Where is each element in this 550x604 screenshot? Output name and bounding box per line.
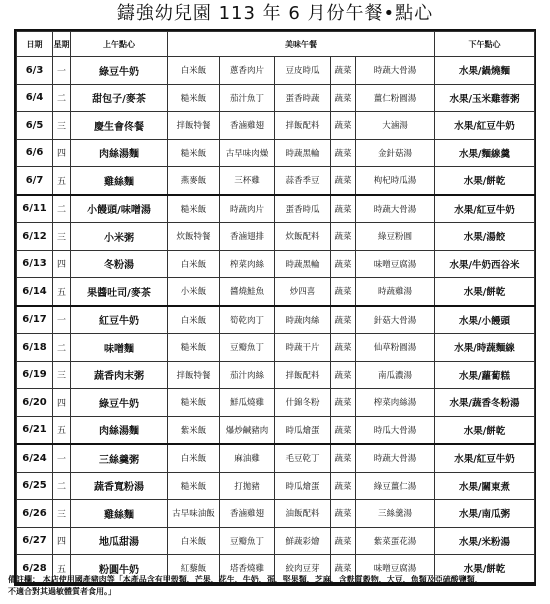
main-dish-cell: 豆瓣魚丁 (220, 527, 275, 555)
soup-cell: 時蔬大骨湯 (356, 195, 435, 223)
menu-row (17, 389, 535, 417)
rice-cell: 糙米飯 (168, 84, 220, 112)
date-cell: 6/26 (17, 500, 53, 528)
soup-cell: 綠豆粉圓 (356, 223, 435, 251)
weekday-cell: 四 (53, 250, 71, 278)
menu-table-frame (14, 29, 536, 586)
rice-cell: 拌飯特餐 (168, 361, 220, 389)
side-dish-cell: 毛豆乾丁 (275, 444, 331, 472)
main-dish-cell: 古早味肉燥 (220, 139, 275, 167)
am-snack-cell: 蔬香肉末粥 (71, 361, 168, 389)
rice-cell: 白米飯 (168, 57, 220, 85)
vegetable-cell: 蔬菜 (331, 167, 356, 195)
vegetable-cell: 蔬菜 (331, 416, 356, 444)
menu-row (17, 57, 535, 85)
soup-cell: 味噌豆腐湯 (356, 555, 435, 583)
weekday-cell: 三 (53, 500, 71, 528)
menu-row (17, 278, 535, 306)
am-snack-cell: 肉絲湯麵 (71, 416, 168, 444)
date-cell: 6/4 (17, 84, 53, 112)
pm-snack-cell: 水果/南瓜粥 (435, 500, 535, 528)
pm-snack-cell: 水果/蔬香冬粉湯 (435, 389, 535, 417)
menu-table (16, 31, 535, 584)
menu-row (17, 167, 535, 195)
weekday-cell: 四 (53, 139, 71, 167)
main-dish-cell: 茄汁肉絲 (220, 361, 275, 389)
side-dish-cell: 絞肉豆芽 (275, 555, 331, 583)
vegetable-cell: 蔬菜 (331, 139, 356, 167)
am-snack-cell: 小饅頭/味噌湯 (71, 195, 168, 223)
date-cell: 6/19 (17, 361, 53, 389)
main-dish-cell: 榨菜肉絲 (220, 250, 275, 278)
side-dish-cell: 時瓜燴蛋 (275, 416, 331, 444)
menu-row (17, 527, 535, 555)
soup-cell: 仙草粉圓湯 (356, 334, 435, 362)
side-dish-cell: 時蔬黑輪 (275, 250, 331, 278)
weekday-cell: 五 (53, 416, 71, 444)
header-pm-snack: 下午點心 (435, 32, 535, 57)
rice-cell: 白米飯 (168, 527, 220, 555)
main-dish-cell: 三杯雞 (220, 167, 275, 195)
pm-snack-cell: 水果/時蔬麵線 (435, 334, 535, 362)
side-dish-cell: 豆皮時瓜 (275, 57, 331, 85)
menu-row (17, 84, 535, 112)
soup-cell: 時蔬雞湯 (356, 278, 435, 306)
am-snack-cell: 蔬香寬粉湯 (71, 472, 168, 500)
soup-cell: 薑仁粉圓湯 (356, 84, 435, 112)
pm-snack-cell: 水果/紅豆牛奶 (435, 444, 535, 472)
date-cell: 6/7 (17, 167, 53, 195)
weekday-cell: 二 (53, 472, 71, 500)
vegetable-cell: 蔬菜 (331, 195, 356, 223)
weekday-cell: 一 (53, 444, 71, 472)
am-snack-cell: 紅豆牛奶 (71, 306, 168, 334)
menu-row (17, 195, 535, 223)
weekday-cell: 二 (53, 84, 71, 112)
menu-row (17, 500, 535, 528)
rice-cell: 紫米飯 (168, 416, 220, 444)
soup-cell: 南瓜濃湯 (356, 361, 435, 389)
weekday-cell: 四 (53, 389, 71, 417)
side-dish-cell: 時蔬干片 (275, 334, 331, 362)
menu-row (17, 139, 535, 167)
main-dish-cell: 蔥香肉片 (220, 57, 275, 85)
soup-cell: 時蔬大骨湯 (356, 444, 435, 472)
main-dish-cell: 香滷雞翅 (220, 500, 275, 528)
vegetable-cell: 蔬菜 (331, 472, 356, 500)
am-snack-cell: 果醬吐司/麥茶 (71, 278, 168, 306)
date-cell: 6/18 (17, 334, 53, 362)
vegetable-cell: 蔬菜 (331, 57, 356, 85)
soup-cell: 三絲羹湯 (356, 500, 435, 528)
side-dish-cell: 拌飯配料 (275, 361, 331, 389)
side-dish-cell: 油飯配料 (275, 500, 331, 528)
date-cell: 6/25 (17, 472, 53, 500)
side-dish-cell: 蒜香季豆 (275, 167, 331, 195)
side-dish-cell: 蛋香時蔬 (275, 84, 331, 112)
am-snack-cell: 小米粥 (71, 223, 168, 251)
main-dish-cell: 鮮瓜燒雞 (220, 389, 275, 417)
pm-snack-cell: 水果/餅乾 (435, 555, 535, 583)
vegetable-cell: 蔬菜 (331, 250, 356, 278)
menu-row (17, 334, 535, 362)
date-cell: 6/28 (17, 555, 53, 583)
main-dish-cell: 塔香燒雞 (220, 555, 275, 583)
date-cell: 6/27 (17, 527, 53, 555)
soup-cell: 綠豆薑仁湯 (356, 472, 435, 500)
date-cell: 6/17 (17, 306, 53, 334)
date-cell: 6/13 (17, 250, 53, 278)
weekday-cell: 三 (53, 223, 71, 251)
soup-cell: 時蔬大骨湯 (356, 57, 435, 85)
main-dish-cell: 筍乾肉丁 (220, 306, 275, 334)
header-date: 日期 (17, 32, 53, 57)
weekday-cell: 二 (53, 334, 71, 362)
soup-cell: 榨菜肉絲湯 (356, 389, 435, 417)
pm-snack-cell: 水果/麵線羹 (435, 139, 535, 167)
menu-row (17, 361, 535, 389)
menu-row (17, 250, 535, 278)
allergen-note-line: 不適合對其過敏體質者食用。」 (8, 587, 116, 596)
rice-cell: 古早味油飯 (168, 500, 220, 528)
vegetable-cell: 蔬菜 (331, 555, 356, 583)
menu-row (17, 306, 535, 334)
side-dish-cell: 蛋香時瓜 (275, 195, 331, 223)
vegetable-cell: 蔬菜 (331, 112, 356, 140)
header-row (17, 32, 535, 57)
main-dish-cell: 豆瓣魚丁 (220, 334, 275, 362)
am-snack-cell: 地瓜甜湯 (71, 527, 168, 555)
main-dish-cell: 香滷雞翅 (220, 112, 275, 140)
rice-cell: 紅藜飯 (168, 555, 220, 583)
date-cell: 6/6 (17, 139, 53, 167)
side-dish-cell: 時蔬肉絲 (275, 306, 331, 334)
am-snack-cell: 甜包子/麥茶 (71, 84, 168, 112)
am-snack-cell: 三絲羹粥 (71, 444, 168, 472)
soup-cell: 枸杞時瓜湯 (356, 167, 435, 195)
soup-cell: 時瓜大骨湯 (356, 416, 435, 444)
am-snack-cell: 綠豆牛奶 (71, 57, 168, 85)
main-dish-cell: 香滷翅排 (220, 223, 275, 251)
rice-cell: 拌飯特餐 (168, 112, 220, 140)
weekday-cell: 五 (53, 278, 71, 306)
allergen-note-line: 備註欄： 本店使用國產豬肉等「本產品含有甲殼類、芒果、花生、牛奶、蛋、堅果類、芝麻、含麩質穀物、大豆、魚類及亞硫酸鹽類， (8, 575, 483, 584)
weekday-cell: 五 (53, 167, 71, 195)
pm-snack-cell: 水果/紅豆牛奶 (435, 112, 535, 140)
menu-row (17, 112, 535, 140)
date-cell: 6/12 (17, 223, 53, 251)
vegetable-cell: 蔬菜 (331, 500, 356, 528)
am-snack-cell: 冬粉湯 (71, 250, 168, 278)
pm-snack-cell: 水果/餅乾 (435, 416, 535, 444)
main-dish-cell: 時蔬肉片 (220, 195, 275, 223)
vegetable-cell: 蔬菜 (331, 389, 356, 417)
vegetable-cell: 蔬菜 (331, 361, 356, 389)
allergen-note (8, 574, 543, 598)
am-snack-cell: 粉圓牛奶 (71, 555, 168, 583)
pm-snack-cell: 水果/玉米雞蓉粥 (435, 84, 535, 112)
rice-cell: 糙米飯 (168, 472, 220, 500)
pm-snack-cell: 水果/湯餃 (435, 223, 535, 251)
side-dish-cell: 拌飯配料 (275, 112, 331, 140)
soup-cell: 大滷湯 (356, 112, 435, 140)
rice-cell: 燕麥飯 (168, 167, 220, 195)
menu-row (17, 472, 535, 500)
vegetable-cell: 蔬菜 (331, 306, 356, 334)
pm-snack-cell: 水果/鍋燒麵 (435, 57, 535, 85)
date-cell: 6/20 (17, 389, 53, 417)
weekday-cell: 三 (53, 361, 71, 389)
side-dish-cell: 鮮蔬彩燴 (275, 527, 331, 555)
vegetable-cell: 蔬菜 (331, 444, 356, 472)
menu-row (17, 444, 535, 472)
soup-cell: 紫菜蛋花湯 (356, 527, 435, 555)
date-cell: 6/11 (17, 195, 53, 223)
vegetable-cell: 蔬菜 (331, 223, 356, 251)
main-dish-cell: 爆炒鹹豬肉 (220, 416, 275, 444)
vegetable-cell: 蔬菜 (331, 278, 356, 306)
pm-snack-cell: 水果/紅豆牛奶 (435, 195, 535, 223)
pm-snack-cell: 水果/餅乾 (435, 167, 535, 195)
rice-cell: 白米飯 (168, 250, 220, 278)
pm-snack-cell: 水果/關東煮 (435, 472, 535, 500)
main-dish-cell: 麻油雞 (220, 444, 275, 472)
main-dish-cell: 醬燒鮭魚 (220, 278, 275, 306)
weekday-cell: 五 (53, 555, 71, 583)
main-dish-cell: 打拋豬 (220, 472, 275, 500)
date-cell: 6/24 (17, 444, 53, 472)
am-snack-cell: 肉絲湯麵 (71, 139, 168, 167)
menu-body (17, 57, 535, 583)
rice-cell: 白米飯 (168, 444, 220, 472)
vegetable-cell: 蔬菜 (331, 527, 356, 555)
menu-row (17, 223, 535, 251)
side-dish-cell: 什錦冬粉 (275, 389, 331, 417)
side-dish-cell: 炊飯配料 (275, 223, 331, 251)
weekday-cell: 三 (53, 112, 71, 140)
am-snack-cell: 雞絲麵 (71, 167, 168, 195)
menu-row (17, 416, 535, 444)
main-dish-cell: 茄汁魚丁 (220, 84, 275, 112)
am-snack-cell: 綠豆牛奶 (71, 389, 168, 417)
rice-cell: 小米飯 (168, 278, 220, 306)
am-snack-cell: 雞絲麵 (71, 500, 168, 528)
date-cell: 6/14 (17, 278, 53, 306)
vegetable-cell: 蔬菜 (331, 84, 356, 112)
rice-cell: 炊飯特餐 (168, 223, 220, 251)
pm-snack-cell: 水果/餅乾 (435, 278, 535, 306)
am-snack-cell: 慶生會佟餐 (71, 112, 168, 140)
weekday-cell: 一 (53, 306, 71, 334)
pm-snack-cell: 水果/蘿蔔糕 (435, 361, 535, 389)
side-dish-cell: 炒四喜 (275, 278, 331, 306)
soup-cell: 金針菇湯 (356, 139, 435, 167)
header-weekday: 星期 (53, 32, 71, 57)
date-cell: 6/5 (17, 112, 53, 140)
soup-cell: 針菇大骨湯 (356, 306, 435, 334)
weekday-cell: 四 (53, 527, 71, 555)
header-am-snack: 上午點心 (71, 32, 168, 57)
side-dish-cell: 時蔬黑輪 (275, 139, 331, 167)
rice-cell: 糙米飯 (168, 389, 220, 417)
menu-title: 鑄強幼兒園 113 年 6 月份午餐•點心 (116, 3, 434, 24)
pm-snack-cell: 水果/牛奶西谷米 (435, 250, 535, 278)
rice-cell: 糙米飯 (168, 139, 220, 167)
rice-cell: 白米飯 (168, 306, 220, 334)
date-cell: 6/21 (17, 416, 53, 444)
pm-snack-cell: 水果/米粉湯 (435, 527, 535, 555)
rice-cell: 糙米飯 (168, 334, 220, 362)
rice-cell: 糙米飯 (168, 195, 220, 223)
pm-snack-cell: 水果/小饅頭 (435, 306, 535, 334)
weekday-cell: 一 (53, 57, 71, 85)
date-cell: 6/3 (17, 57, 53, 85)
header-lunch: 美味午餐 (168, 32, 435, 57)
soup-cell: 味噌豆腐湯 (356, 250, 435, 278)
am-snack-cell: 味噌麵 (71, 334, 168, 362)
weekday-cell: 二 (53, 195, 71, 223)
side-dish-cell: 時瓜燴蛋 (275, 472, 331, 500)
vegetable-cell: 蔬菜 (331, 334, 356, 362)
